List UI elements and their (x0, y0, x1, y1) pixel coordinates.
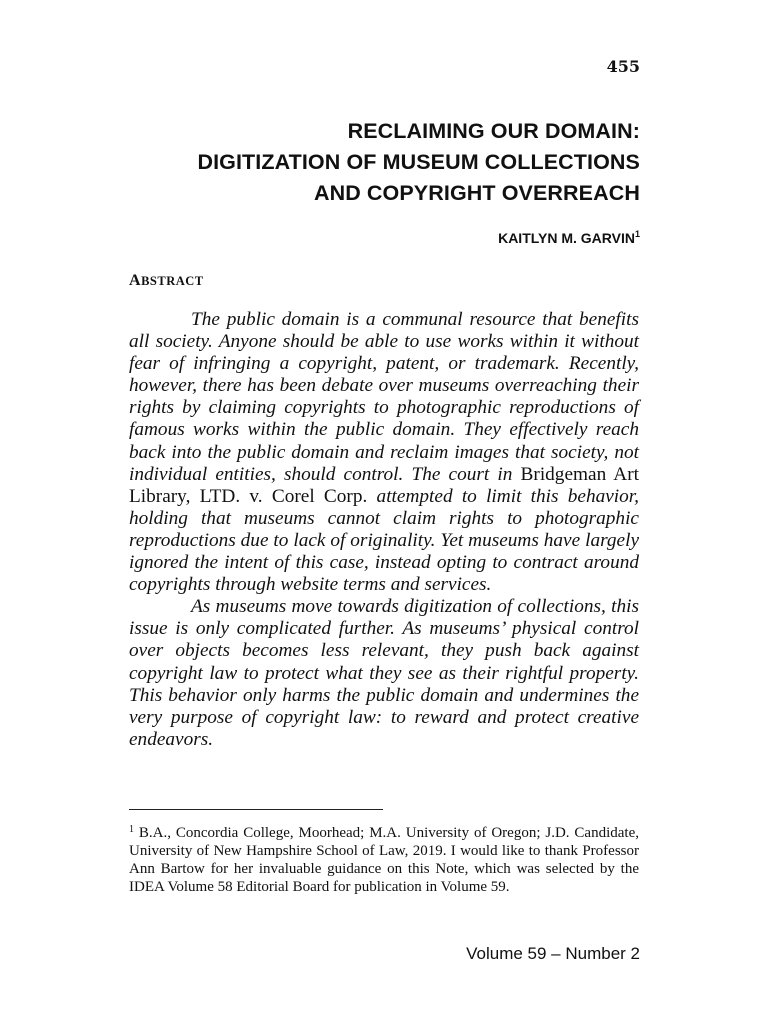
author-footnote-marker[interactable]: 1 (634, 229, 640, 239)
author-name: KAITLYN M. GARVIN (498, 230, 635, 246)
abstract-body (129, 309, 639, 751)
footnote-text: B.A., Concordia College, Moorhead; M.A. University of Oregon; J.D. Candidate, University of New Hampshire School of Law, 2019. I would like to thank Professor Ann Bartow for her invaluable guidance on this Note, which was selected by the IDEA Volume 58 Editorial Board for publication in Volume 59. (129, 825, 639, 895)
abstract-paragraph-2: As museums move towards digitization of collections, this issue is only complicated further. As museums’ physical control over objects becomes less relevant, they push back against copyright law to protect what they see as their rightful property. This behavior only harms the public domain and undermines the very purpose of copyright law: to reward and protect creative endeavors. (129, 596, 639, 750)
abstract-paragraph-1 (129, 309, 639, 596)
footnote-divider (129, 809, 383, 810)
title-line-1: RECLAIMING OUR DOMAIN: (347, 119, 640, 143)
author-byline (498, 229, 640, 246)
title-line-2: DIGITIZATION OF MUSEUM COLLECTIONS (197, 150, 640, 174)
article-title (197, 116, 640, 209)
abstract-p1-after-case: attempted to limit this behavior, holding that museums cannot claim rights to photographic reproductions due to lack of originality. Yet museums have largely ignored the intent of this case, instead opting to contract around copyrights through website terms and services. (129, 485, 639, 596)
footnote (129, 821, 639, 896)
abstract-heading-initial: A (129, 272, 142, 289)
abstract-p1-before-case: The public domain is a communal resource that benefits all society. Anyone should be able to use works within it without fear of infringing a copyright, patent, or trademark. Recently, however, there has been debate over museums overreaching their rights by claiming copyrights to photographic reproductions of famous works within the public domain. They effectively reach back into the public domain and reclaim images that society, not individual entities, should control. The court in (129, 309, 639, 485)
title-line-3: AND COPYRIGHT OVERREACH (313, 181, 640, 205)
page-number: 455 (606, 57, 640, 76)
footnote-marker: 1 (129, 824, 134, 835)
abstract-heading (129, 272, 204, 290)
case-name: Bridgeman Art Library, LTD. v. Corel Corp. (129, 463, 639, 507)
page-footer: Volume 59 – Number 2 (466, 944, 640, 963)
abstract-heading-rest: BSTRACT (141, 274, 204, 288)
